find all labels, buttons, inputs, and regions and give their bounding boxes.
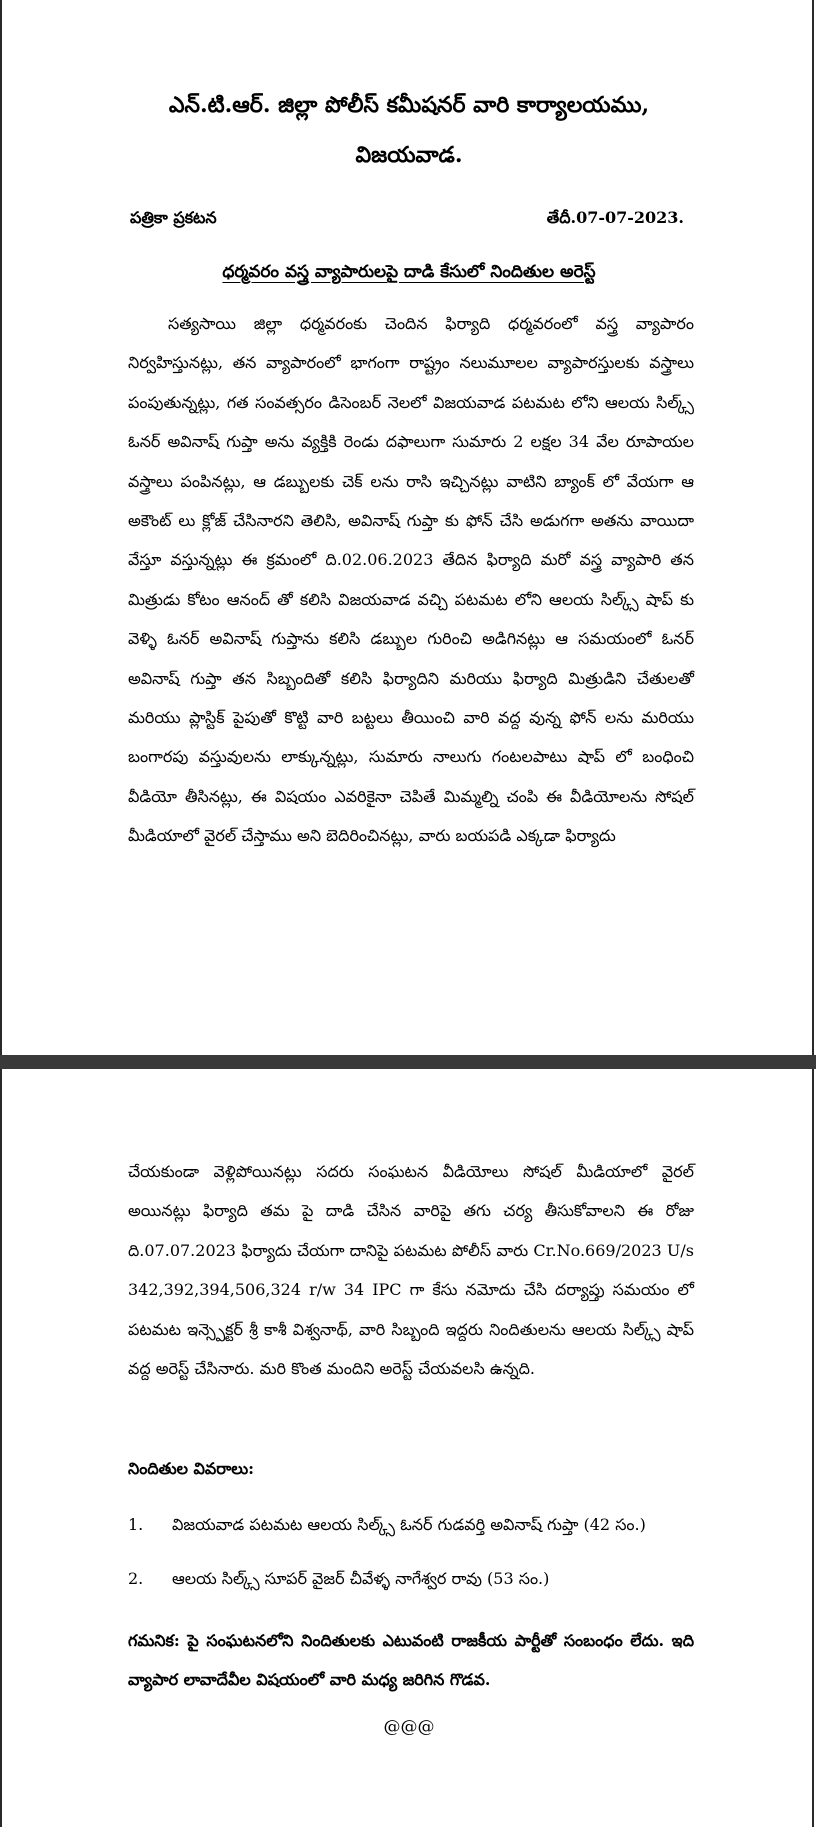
body-paragraph-2: చేయకుండా వెళ్లిపోయినట్లు సదరు సంఘటన వీడియోలు సోషల్ మీడియాలో వైరల్ అయినట్లు ఫిర్యాది తమ పై దాడి చేసిన వారిపై తగు చర్య తీసుకోవాలని ఈ రోజు ది.07.07.2023 ఫిర్యాదు చేయగా దానిపై పటమట పోలీస్ వారు Cr.No.669/2023 U/s 342,392,394,506,324 r/w 34 IPC గా కేసు నమోదు చేసి దర్యాప్తు సమయం లో పటమట ఇన్స్పెక్టర్ శ్రీ కాశీ విశ్వనాథ్, వారి సిబ్బంది ఇద్దరు నిందితులను ఆలయ సిల్క్స్ షాప్ వద్ద అరెస్ట్ చేసినారు. మరి కొంత మందిని అరెస్ట్ చేయవలసి ఉన్నది. (128, 1162, 694, 1379)
accused-item-text: ఆలయ సిల్క్స్ సూపర్ వైజర్ చీవేళ్ళ నాగేశ్వర రావు (53 సం.) (172, 1569, 550, 1588)
closing-mark: @@@ (383, 1717, 435, 1737)
office-heading: ఎన్.టి.ఆర్. జిల్లా పోలీస్ కమీషనర్ వారి కార్యాలయము, (168, 92, 650, 118)
accused-item (128, 1569, 549, 1592)
subject-line (2, 262, 816, 286)
subject-text: ధర్మవరం వస్త్ర వ్యాపారులపై దాడి కేసులో నిందితుల అరెస్ట్ (222, 262, 596, 282)
accused-item-number: 1. (128, 1515, 144, 1534)
body-paragraph-1: సత్యసాయి జిల్లా ధర్మవరంకు చెందిన ఫిర్యాది ధర్మవరంలో వస్త్ర వ్యాపారం నిర్వహిస్తునట్లు, తన వ్యాపారంలో భాగంగా రాష్ట్రం నలుమూలల వ్యాపారస్తులకు వస్త్రాలు పంపుతున్నట్లు, గత సంవత్సరం డిసెంబర్ నెలలో విజయవాడ పటమట లోని ఆలయ సిల్క్స్ ఓనర్ అవినాష్ గుప్తా అను వ్యక్తికి రెండు దఫాలుగా సుమారు 2 లక్షల 34 వేల రూపాయల వస్త్రాలు పంపినట్లు, ఆ డబ్బులకు చెక్ లను రాసి ఇచ్చినట్లు వాటిని బ్యాంక్ లో వేయగా ఆ అకౌంట్ లు క్లోజ్ చేసినారని తెలిసి, అవినాష్ గుప్తా కు ఫోన్ చేసి అడుగగా అతను వాయిదా వేస్తూ వస్తున్నట్లు ఈ క్రమంలో ది.02.06.2023 తేదిన ఫిర్యాది మరో వస్త్ర వ్యాపారి తన మిత్రుడు కోటం ఆనంద్ తో కలిసి విజయవాడ వచ్చి పటమట లోని ఆలయ సిల్క్స్ షాప్ కు వెళ్ళి ఓనర్ అవినాష్ గుప్తాను కలిసి డబ్బుల గురించి అడిగినట్లు ఆ సమయంలో ఓనర్ అవినాష్ గుప్తా తన సిబ్బందితో కలిసి ఫిర్యాదిని మరియు ఫిర్యాది మిత్రుడిని చేతులతో మరియు ప్లాస్టిక్ పైపుతో కొట్టి వారి బట్టలు తీయించి వారి వద్ద వున్న ఫోన్ లను మరియు బంగారపు వస్తువులను లాక్కున్నట్లు, సుమారు నాలుగు గంటలపాటు షాప్ లో బంధించి వీడియో తీసినట్లు, ఈ విషయం ఎవరికైనా చెపితే మిమ్మల్ని చంపి ఈ వీడియోలను సోషల్ మీడియాలో వైరల్ చేస్తాము అని బెదిరించినట్లు, వారు బయపడి ఎక్కడా ఫిర్యాదు (128, 314, 694, 846)
accused-details-title: నిందితుల వివరాలు: (128, 1459, 255, 1478)
accused-item (128, 1515, 646, 1538)
note-paragraph: గమనిక: పై సంఘటనలోని నిందితులకు ఎటువంటి రాజకీయ పార్టీతో సంబంధం లేదు. ఇది వ్యాపార లావాదేవీల విషయంలో వారి మధ్య జరిగిన గొడవ. (128, 1631, 694, 1689)
page-2 (0, 1069, 814, 1827)
accused-item-number: 2. (128, 1569, 144, 1588)
press-release-label: పత్రికా ప్రకటన (130, 208, 217, 227)
accused-item-text: విజయవాడ పటమట ఆలయ సిల్క్స్ ఓనర్ గుడవర్తి అవినాష్ గుప్తా (42 సం.) (172, 1515, 646, 1534)
release-date: తేదీ.07-07-2023. (546, 208, 684, 227)
page-separator (0, 1055, 816, 1069)
city-heading: విజయవాడ. (355, 142, 463, 168)
